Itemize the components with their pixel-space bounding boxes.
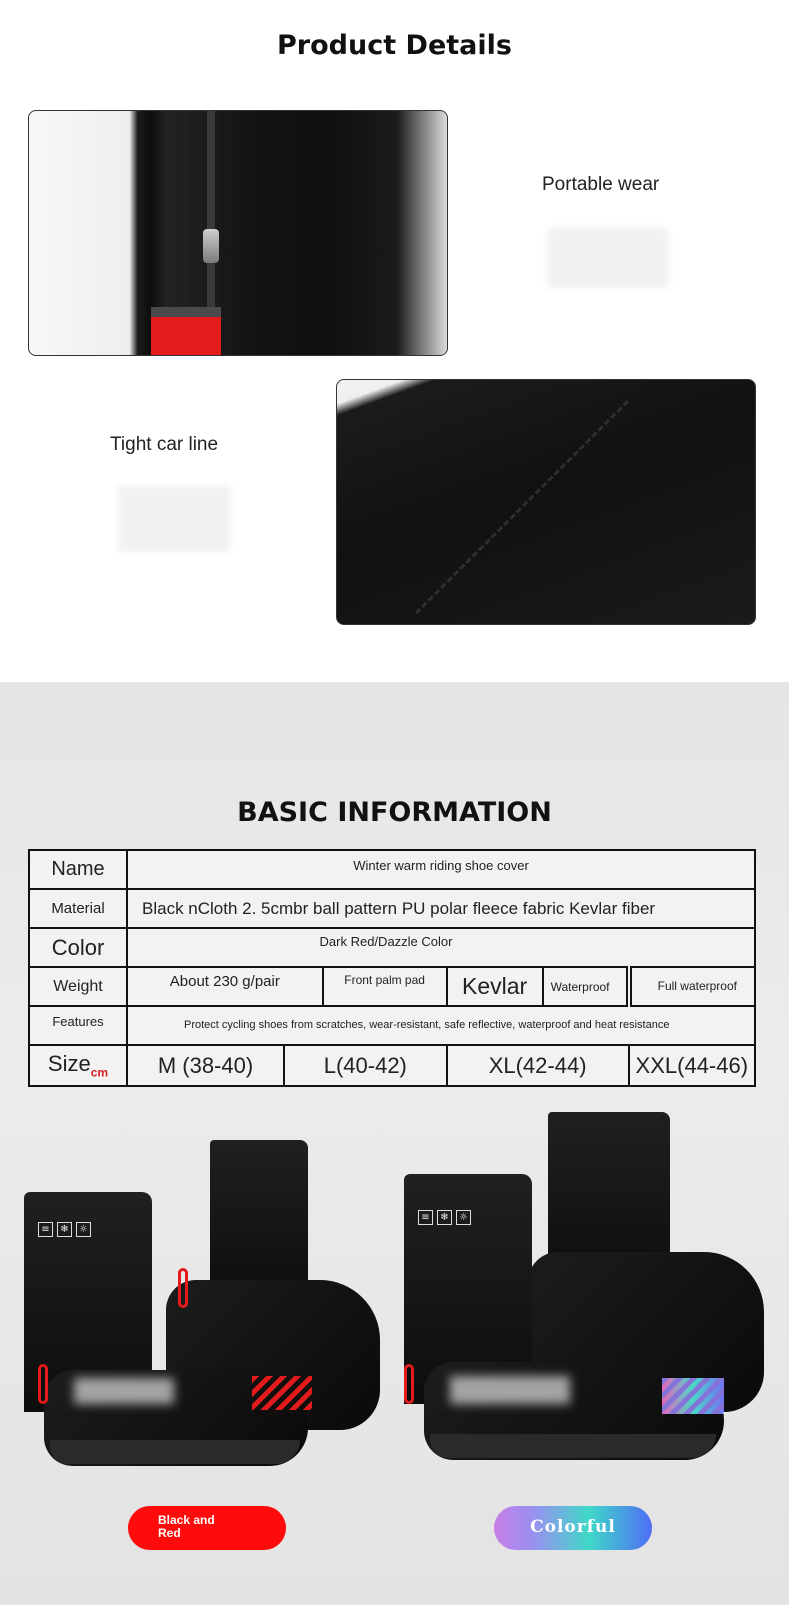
blurred-logo [450,1376,570,1404]
black-red-variant-label: Black and Red [158,1513,215,1540]
reflective-stripes [662,1378,724,1414]
table-row [29,967,755,1006]
heel-pull-loop [38,1364,48,1404]
size-l: L(40-42) [284,1045,447,1086]
basic-information-title: BASIC INFORMATION [237,797,552,828]
full-waterproof: Full waterproof [629,967,755,1006]
color-value: Dark Red/Dazzle Color [127,928,755,967]
colorful-shoe-covers-photo [400,1112,770,1472]
material-label: Material [29,889,127,928]
product-details-section [0,0,789,682]
size-unit: cm [90,1065,109,1080]
colorful-variant-label: Colorful [530,1517,616,1537]
waterproof: Waterproof [543,967,629,1006]
weight-label: Weight [29,967,127,1006]
product-details-title: Product Details [277,30,512,61]
colorful-variant-button[interactable] [494,1506,652,1550]
stitch-detail-photo [336,379,756,625]
features-label: Features [29,1006,127,1045]
waterproof-icon: ☼ [76,1222,91,1237]
black-red-variant-button[interactable] [128,1506,286,1550]
material-value: Black nCloth 2. 5cmbr ball pattern PU polar fleece fabric Kevlar fiber [127,889,755,928]
blurred-logo [74,1378,174,1404]
heel-pull-loop [404,1364,414,1404]
size-xl: XL(42-44) [447,1045,629,1086]
table-row [29,928,755,967]
stitch-line [415,400,636,621]
snowflake-icon: ❄ [437,1210,452,1225]
zipper-detail-photo [28,110,448,356]
name-label: Name [29,850,127,889]
faint-text-block [548,228,668,288]
feature-icons [38,1222,91,1237]
black-red-shoe-covers-photo [20,1140,400,1480]
heat-icon: ≡ [38,1222,53,1237]
rear-boot-shaft [210,1140,308,1300]
heel-pull-loop [178,1268,188,1308]
spec-table [28,849,756,1087]
caption-portable-wear: Portable wear [542,174,660,195]
front-boot-sole [430,1434,716,1458]
table-row [29,1006,755,1045]
red-pull-tab [151,307,221,356]
weight-value: About 230 g/pair [127,967,323,1006]
snowflake-icon: ❄ [57,1222,72,1237]
size-xxl: XXL(44-46) [629,1045,755,1086]
size-m: M (38-40) [127,1045,284,1086]
name-value: Winter warm riding shoe cover [127,850,755,889]
feature-icons [418,1210,471,1225]
kevlar: Kevlar [447,967,543,1006]
color-label: Color [29,928,127,967]
waterproof-icon: ☼ [456,1210,471,1225]
faint-text-block [118,486,230,552]
front-palm-pad: Front palm pad [323,967,447,1006]
size-label: Size [47,1051,91,1077]
table-row [29,850,755,889]
front-boot-sole [50,1440,300,1464]
reflective-stripes [252,1376,312,1410]
features-value: Protect cycling shoes from scratches, wear-resistant, safe reflective, waterproof and heat resistance [127,1006,755,1045]
size-label-cell [29,1045,127,1086]
heat-icon: ≡ [418,1210,433,1225]
zipper-pull [203,229,219,263]
table-row [29,889,755,928]
table-row [29,1045,755,1086]
caption-tight-car-line: Tight car line [110,434,219,455]
